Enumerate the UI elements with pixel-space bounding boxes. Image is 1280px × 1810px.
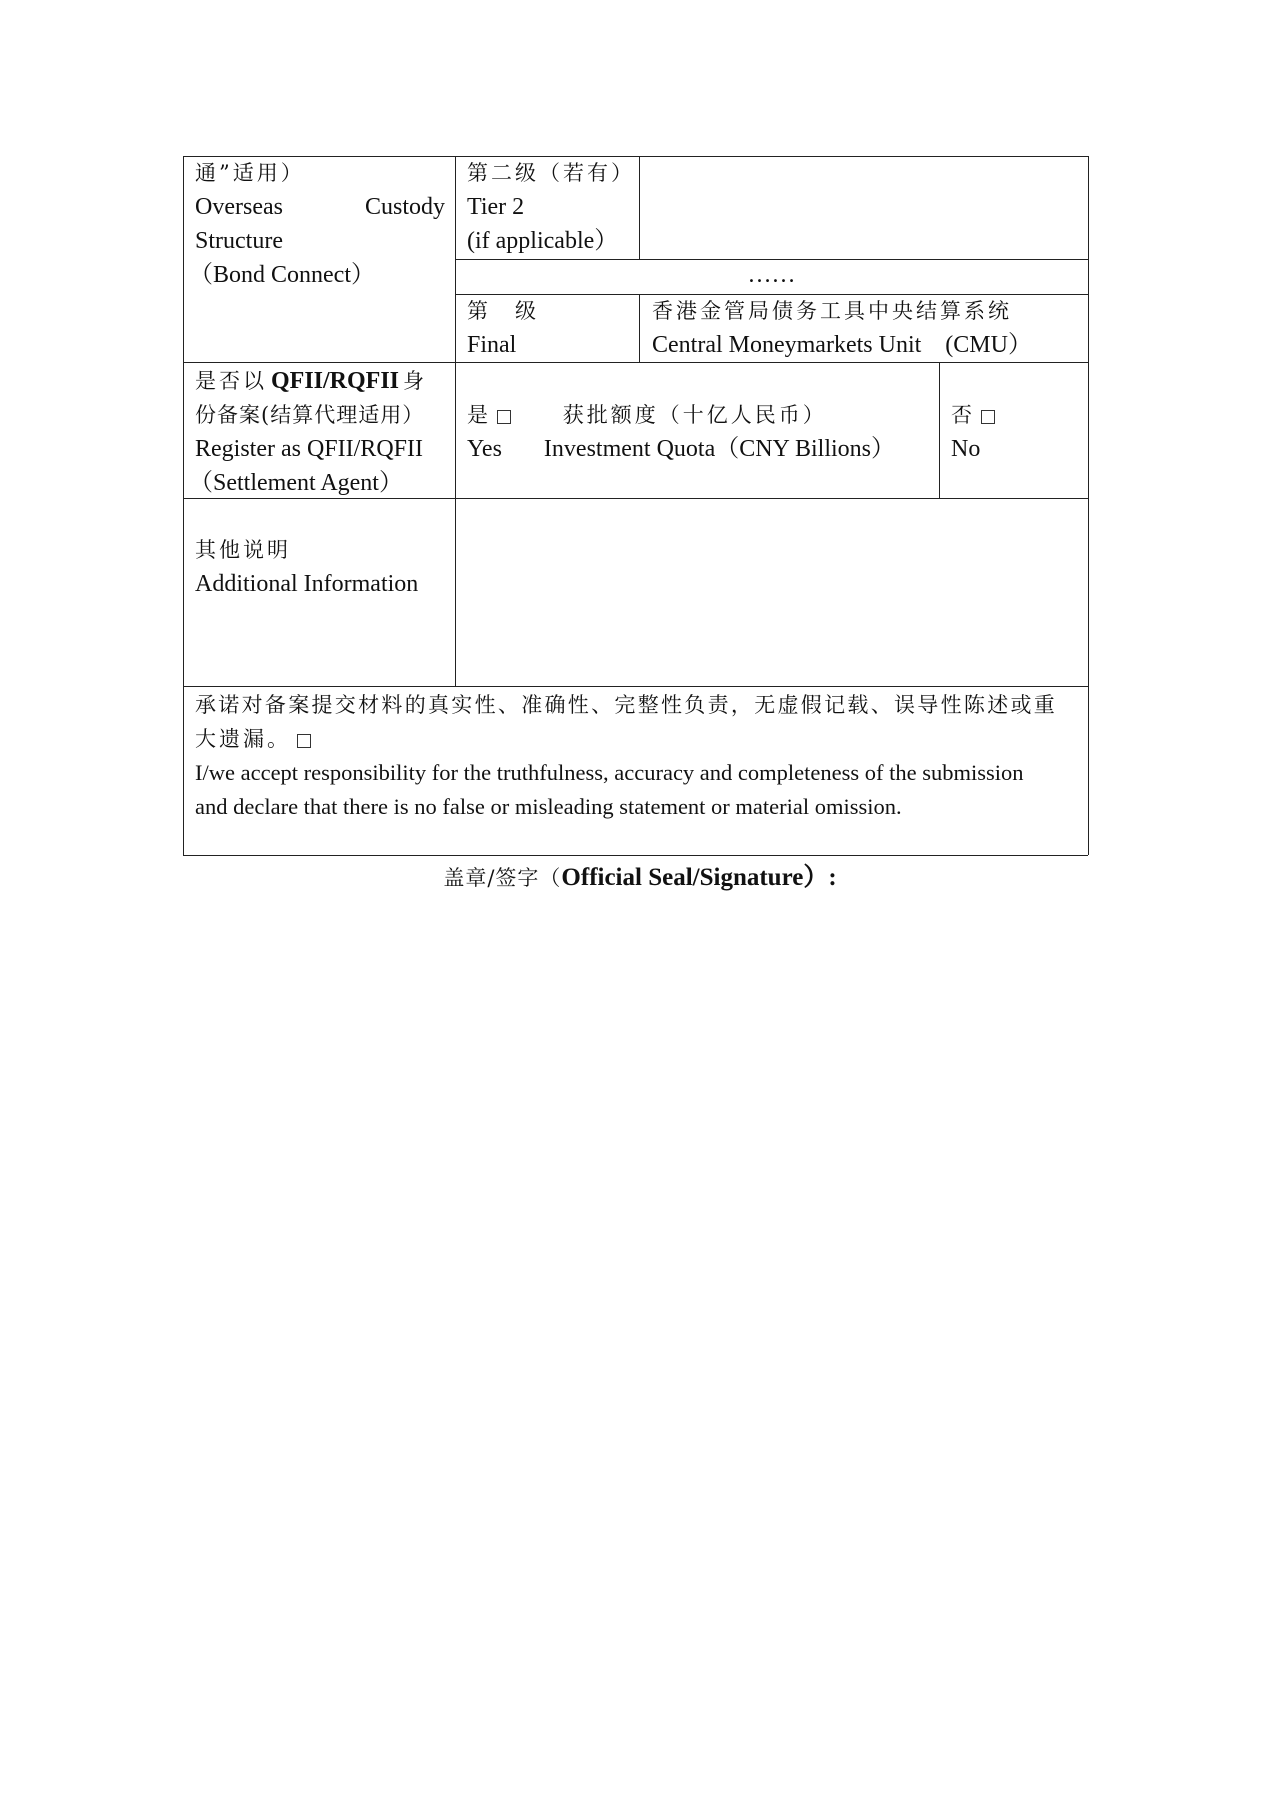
- qfii-no-column-divider: [939, 362, 940, 498]
- qfii-yes-option: [467, 398, 927, 466]
- custody-label-word-custody: Custody: [364, 194, 445, 220]
- qfii-label-zh-c: 身: [403, 369, 428, 393]
- declaration-zh-line1: 承诺对备案提交材料的真实性、准确性、完整性负责，无虚假记载、误导性陈述或重: [195, 693, 1058, 717]
- additional-label-zh: 其他说明: [195, 538, 291, 562]
- divider-custody-bottom: [183, 362, 1088, 363]
- tier2-label-en-sub: (if applicable）: [467, 228, 619, 254]
- tier-ellipsis: ……: [747, 262, 796, 288]
- declaration-en-line2: and declare that there is no false or misleading statement or material omission.: [195, 794, 902, 819]
- final-value-en: Central Moneymarkets Unit (CMU）: [652, 332, 1032, 358]
- tier2-label: [467, 156, 637, 258]
- signature-line: [0, 857, 1280, 893]
- qfii-no-en: No: [951, 436, 981, 462]
- qfii-label-zh-a: 是否以: [195, 369, 267, 393]
- declaration-block: [195, 688, 1085, 824]
- signature-label-en: Official Seal/Signature: [561, 864, 804, 891]
- tier2-label-en: Tier 2: [467, 194, 525, 220]
- additional-info-field[interactable]: [457, 500, 1086, 684]
- custody-label-word-overseas: Overseas: [195, 194, 283, 220]
- qfii-yes-en: Yes: [467, 436, 502, 462]
- divider-additional-bottom: [183, 686, 1088, 687]
- qfii-yes-checkbox[interactable]: [497, 410, 511, 424]
- final-label-en: Final: [467, 332, 517, 358]
- table-right-border: [1088, 156, 1089, 855]
- custody-label-en-line1: [195, 190, 445, 224]
- signature-label-zh: 盖章/签字（: [443, 866, 562, 890]
- qfii-label-zh-line2: 份备案(结算代理适用）: [195, 403, 425, 427]
- custody-label-zh: 通”适用）: [195, 161, 305, 185]
- qfii-no-zh: 否: [951, 403, 975, 427]
- qfii-yes-en-row: [467, 432, 927, 466]
- qfii-label-en-line1: Register as QFII/RQFII: [195, 436, 423, 462]
- quota-label-en: Investment Quota（CNY Billions）: [543, 436, 896, 462]
- label-column-divider: [455, 156, 456, 686]
- qfii-label-en-line2: （Settlement Agent）: [189, 470, 403, 496]
- table-left-border: [183, 156, 184, 855]
- custody-structure-label: [189, 156, 445, 292]
- qfii-no-zh-row: [951, 398, 1081, 432]
- additional-info-label: [195, 533, 451, 601]
- additional-label-en: Additional Information: [195, 571, 419, 597]
- final-label-zh: 第 级: [467, 299, 539, 323]
- final-value-zh: 香港金管局债务工具中央结算系统: [652, 299, 1012, 323]
- signature-label-tail: ）:: [803, 864, 837, 891]
- final-tier-value: [652, 294, 1082, 362]
- qfii-label-zh-line1: [195, 364, 451, 398]
- qfii-register-label: [189, 364, 451, 500]
- custody-label-en-line2: Structure: [195, 228, 283, 254]
- quota-label-zh: 获批额度（十亿人民币）: [562, 403, 827, 427]
- declaration-en-line1: I/we accept responsibility for the truthfulness, accuracy and completeness of the submission: [195, 760, 1024, 785]
- qfii-no-option: [951, 398, 1081, 466]
- custody-label-en-line3: （Bond Connect）: [189, 262, 375, 288]
- final-column-divider: [639, 294, 640, 362]
- tier2-label-zh: 第二级（若有）: [467, 161, 635, 185]
- table-bottom-border: [183, 855, 1088, 856]
- qfii-yes-zh-row: [467, 398, 927, 432]
- qfii-yes-zh: 是: [467, 403, 491, 427]
- tier2-value-field[interactable]: [641, 158, 1086, 257]
- qfii-label-zh-b: QFII/RQFII: [271, 368, 400, 394]
- final-tier-label: [467, 294, 637, 362]
- declaration-checkbox[interactable]: [297, 734, 311, 748]
- declaration-zh-line2-row: [195, 722, 1085, 756]
- qfii-no-checkbox[interactable]: [981, 410, 995, 424]
- tier2-column-divider: [639, 156, 640, 259]
- declaration-zh-line2: 大遗漏。: [195, 727, 291, 751]
